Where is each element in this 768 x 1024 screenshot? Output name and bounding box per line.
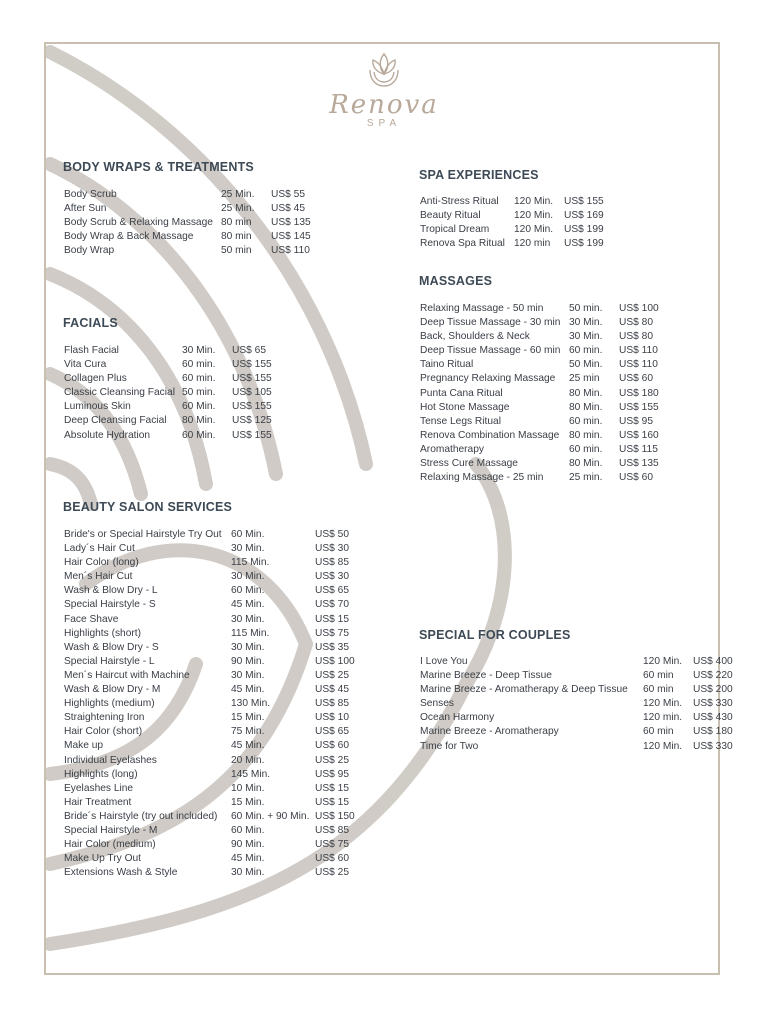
service-price: US$ 110 xyxy=(619,359,658,371)
service-duration: 25 Min. xyxy=(221,203,255,215)
service-name: Body Scrub xyxy=(64,189,117,200)
service-duration: 60 Min. xyxy=(182,429,216,441)
service-duration: 60 Min. xyxy=(231,824,265,836)
service-price: US$ 70 xyxy=(315,599,349,611)
service-price: US$ 45 xyxy=(271,203,305,215)
section-massages xyxy=(419,274,492,288)
service-duration: 115 Min. xyxy=(231,627,270,639)
service-name: Extensions Wash & Style xyxy=(64,867,178,879)
service-price: US$ 25 xyxy=(315,867,349,879)
service-name: Lady´s Hair Cut xyxy=(64,543,135,555)
service-duration: 75 Min. xyxy=(231,726,265,738)
service-price: US$ 155 xyxy=(619,401,659,413)
section-title: SPECIAL FOR COUPLES xyxy=(419,628,571,642)
service-price: US$ 65 xyxy=(315,726,349,738)
service-name: Body Wrap & Back Massage xyxy=(64,231,194,243)
service-price: US$ 30 xyxy=(315,543,349,555)
service-name: Eyelashes Line xyxy=(64,782,134,794)
service-price: US$ 155 xyxy=(232,401,272,413)
service-price: US$ 95 xyxy=(619,415,653,427)
service-duration: 80 min xyxy=(221,217,252,229)
brand-name: Renova xyxy=(329,90,439,120)
service-name: Ocean Harmony xyxy=(420,712,495,724)
service-price: US$ 100 xyxy=(315,655,355,667)
service-name: Tense Legs Ritual xyxy=(420,415,501,427)
service-price: US$ 110 xyxy=(271,245,310,257)
service-duration: 60 Min. xyxy=(182,401,216,413)
service-price: US$ 145 xyxy=(271,231,311,243)
service-duration: 120 Min. xyxy=(514,210,554,222)
section-couples xyxy=(419,628,571,642)
service-price: US$ 430 xyxy=(693,712,733,724)
service-duration: 30 Min. xyxy=(231,571,265,583)
service-price: US$ 155 xyxy=(232,359,272,371)
service-price: US$ 105 xyxy=(232,387,272,399)
service-duration: 80 Min. xyxy=(569,401,603,413)
section-title: SPA EXPERIENCES xyxy=(419,168,539,182)
service-name: Aromatherapy xyxy=(420,443,484,455)
service-duration: 130 Min. xyxy=(231,698,271,710)
service-duration: 60 min. xyxy=(182,359,216,371)
service-name: Make Up Try Out xyxy=(64,853,141,865)
service-name: Deep Tissue Massage - 30 min xyxy=(420,317,561,329)
service-name: Time for Two xyxy=(420,740,479,752)
service-duration: 120 Min. xyxy=(514,224,554,236)
service-price: US$ 155 xyxy=(564,196,604,207)
service-duration: 120 min. xyxy=(643,712,683,724)
service-name: Flash Facial xyxy=(64,345,119,356)
service-price: US$ 45 xyxy=(315,684,349,696)
service-duration: 120 Min. xyxy=(643,698,683,710)
section-beauty-salon xyxy=(63,500,232,514)
service-duration: 90 Min. xyxy=(231,839,265,851)
service-name: Individual Eyelashes xyxy=(64,754,157,766)
service-duration: 15 Min. xyxy=(231,712,265,724)
service-duration: 30 Min. xyxy=(231,669,265,681)
section-facials xyxy=(63,316,118,330)
service-duration: 60 Min. xyxy=(231,585,265,597)
section-body-wraps xyxy=(63,160,254,174)
section-title: BODY WRAPS & TREATMENTS xyxy=(63,160,254,174)
service-price: US$ 115 xyxy=(619,443,658,455)
service-name: Taino Ritual xyxy=(420,359,474,371)
service-price: US$ 10 xyxy=(315,712,349,724)
service-name: Classic Cleansing Facial xyxy=(64,387,175,399)
service-duration: 50 min. xyxy=(182,387,216,399)
service-name: Renova Spa Ritual xyxy=(420,238,505,250)
service-name: Hair Color (long) xyxy=(64,557,139,569)
service-name: Bride´s Hairstyle (try out included) xyxy=(64,810,218,822)
service-duration: 30 Min. xyxy=(231,641,265,653)
service-price: US$ 25 xyxy=(315,754,349,766)
lotus-hands-icon xyxy=(364,48,404,92)
service-duration: 90 Min. xyxy=(231,655,265,667)
service-price: US$ 85 xyxy=(315,698,349,710)
service-duration: 60 min. xyxy=(569,415,603,427)
service-name: Highlights (short) xyxy=(64,627,141,639)
service-name: Marine Breeze - Aromatherapy xyxy=(420,726,559,738)
service-duration: 60 min xyxy=(643,670,674,682)
service-price: US$ 15 xyxy=(315,782,349,794)
service-name: Wash & Blow Dry - L xyxy=(64,585,158,597)
service-price: US$ 150 xyxy=(315,810,355,822)
service-name: Highlights (medium) xyxy=(64,698,155,710)
brand-sub: SPA xyxy=(366,118,402,129)
service-price: US$ 30 xyxy=(315,571,349,583)
service-price: US$ 160 xyxy=(619,429,659,441)
service-price: US$ 65 xyxy=(232,345,266,356)
service-name: Marine Breeze - Deep Tissue xyxy=(420,670,552,682)
service-duration: 80 min xyxy=(221,231,252,243)
service-name: Senses xyxy=(420,698,454,710)
service-price: US$ 35 xyxy=(315,641,349,653)
service-name: Body Wrap xyxy=(64,245,115,257)
service-name: Stress Cure Massage xyxy=(420,458,518,470)
service-price: US$ 80 xyxy=(619,331,653,343)
service-name: Men´s Haircut with Machine xyxy=(64,669,190,681)
service-duration: 80 Min. xyxy=(182,415,216,427)
service-duration: 60 min xyxy=(643,726,674,738)
service-name: Special Hairstyle - M xyxy=(64,824,158,836)
service-name: Hair Color (medium) xyxy=(64,839,156,851)
service-price: US$ 135 xyxy=(619,458,659,470)
service-duration: 60 min. xyxy=(182,373,216,385)
service-name: Collagen Plus xyxy=(64,373,127,385)
service-price: US$ 110 xyxy=(619,345,658,357)
service-price: US$ 15 xyxy=(315,613,349,625)
service-price: US$ 55 xyxy=(271,189,305,200)
service-price: US$ 100 xyxy=(619,303,659,314)
service-duration: 120 min xyxy=(514,238,551,250)
service-duration: 45 Min. xyxy=(231,684,265,696)
service-duration: 60 Min. xyxy=(231,529,265,540)
service-name: Deep Tissue Massage - 60 min xyxy=(420,345,561,357)
service-duration: 20 Min. xyxy=(231,754,265,766)
service-price: US$ 75 xyxy=(315,839,349,851)
service-duration: 15 Min. xyxy=(231,796,265,808)
service-name: Vita Cura xyxy=(64,359,107,371)
service-name: Anti-Stress Ritual xyxy=(420,196,499,207)
service-price: US$ 180 xyxy=(619,387,659,399)
service-name: Relaxing Massage - 25 min xyxy=(420,472,544,484)
service-name: Tropical Dream xyxy=(420,224,490,236)
service-name: Bride's or Special Hairstyle Try Out xyxy=(64,529,222,540)
service-price: US$ 85 xyxy=(315,824,349,836)
service-name: Wash & Blow Dry - S xyxy=(64,641,159,653)
service-price: US$ 60 xyxy=(619,373,653,385)
service-price: US$ 220 xyxy=(693,670,733,682)
service-duration: 25 min xyxy=(569,373,600,385)
service-name: Face Shave xyxy=(64,613,119,625)
service-duration: 60 min. xyxy=(569,345,603,357)
service-price: US$ 60 xyxy=(315,853,349,865)
service-duration: 30 Min. xyxy=(231,867,265,879)
service-price: US$ 95 xyxy=(315,768,349,780)
service-price: US$ 60 xyxy=(619,472,653,484)
service-price: US$ 199 xyxy=(564,238,604,250)
section-title: FACIALS xyxy=(63,316,118,330)
section-title: MASSAGES xyxy=(419,274,493,288)
service-duration: 60 Min. + 90 Min. xyxy=(231,810,310,822)
service-duration: 30 Min. xyxy=(231,613,265,625)
service-duration: 25 Min. xyxy=(221,189,255,200)
service-price: US$ 155 xyxy=(232,373,272,385)
service-name: Hair Treatment xyxy=(64,796,132,808)
service-price: US$ 400 xyxy=(693,656,733,667)
service-name: Back, Shoulders & Neck xyxy=(420,331,530,343)
service-duration: 30 Min. xyxy=(569,317,603,329)
service-price: US$ 75 xyxy=(315,627,349,639)
service-duration: 60 min xyxy=(643,684,674,696)
service-name: Absolute Hydration xyxy=(64,429,151,441)
service-duration: 80 Min. xyxy=(569,458,603,470)
service-duration: 50 min. xyxy=(569,303,603,314)
service-duration: 60 min. xyxy=(569,443,603,455)
service-duration: 30 Min. xyxy=(182,345,216,356)
service-price: US$ 330 xyxy=(693,698,733,710)
service-name: Luminous Skin xyxy=(64,401,131,413)
service-price: US$ 60 xyxy=(315,740,349,752)
service-duration: 45 Min. xyxy=(231,740,265,752)
service-name: I Love You xyxy=(420,656,468,667)
service-name: Straightening Iron xyxy=(64,712,145,724)
service-name: Hot Stone Massage xyxy=(420,401,510,413)
service-duration: 145 Min. xyxy=(231,768,271,780)
service-price: US$ 135 xyxy=(271,217,311,229)
service-name: Deep Cleansing Facial xyxy=(64,415,167,427)
service-price: US$ 25 xyxy=(315,669,349,681)
brand-logo xyxy=(310,46,458,130)
section-title: BEAUTY SALON SERVICES xyxy=(63,500,233,514)
service-name: Marine Breeze - Aromatherapy & Deep Tissue xyxy=(420,684,628,696)
service-price: US$ 200 xyxy=(693,684,733,696)
service-price: US$ 155 xyxy=(232,429,272,441)
service-name: Highlights (long) xyxy=(64,768,138,780)
service-duration: 115 Min. xyxy=(231,557,270,569)
service-duration: 25 min. xyxy=(569,472,603,484)
service-name: Wash & Blow Dry - M xyxy=(64,684,161,696)
service-price: US$ 85 xyxy=(315,557,349,569)
service-name: Renova Combination Massage xyxy=(420,429,560,441)
service-name: Men´s Hair Cut xyxy=(64,571,133,583)
service-name: Body Scrub & Relaxing Massage xyxy=(64,217,213,229)
service-duration: 45 Min. xyxy=(231,853,265,865)
service-duration: 30 Min. xyxy=(569,331,603,343)
service-duration: 30 Min. xyxy=(231,543,265,555)
service-price: US$ 180 xyxy=(693,726,733,738)
service-name: Hair Color (short) xyxy=(64,726,143,738)
service-duration: 50 min xyxy=(221,245,252,257)
service-price: US$ 330 xyxy=(693,740,733,752)
service-duration: 50 Min. xyxy=(569,359,603,371)
service-name: Beauty Ritual xyxy=(420,210,481,222)
service-price: US$ 50 xyxy=(315,529,349,540)
service-price: US$ 125 xyxy=(232,415,272,427)
service-duration: 120 Min. xyxy=(643,656,683,667)
service-price: US$ 65 xyxy=(315,585,349,597)
service-name: After Sun xyxy=(64,203,107,215)
service-price: US$ 199 xyxy=(564,224,604,236)
service-price: US$ 169 xyxy=(564,210,604,222)
service-duration: 80 min. xyxy=(569,429,603,441)
service-name: Pregnancy Relaxing Massage xyxy=(420,373,556,385)
service-duration: 45 Min. xyxy=(231,599,265,611)
service-duration: 120 Min. xyxy=(643,740,683,752)
service-duration: 10 Min. xyxy=(231,782,265,794)
service-duration: 80 Min. xyxy=(569,387,603,399)
service-name: Punta Cana Ritual xyxy=(420,387,503,399)
service-name: Make up xyxy=(64,740,104,752)
service-duration: 120 Min. xyxy=(514,196,554,207)
service-name: Special Hairstyle - S xyxy=(64,599,156,611)
service-name: Relaxing Massage - 50 min xyxy=(420,303,544,314)
section-spa-experiences xyxy=(419,168,539,182)
service-price: US$ 80 xyxy=(619,317,653,329)
service-name: Special Hairstyle - L xyxy=(64,655,155,667)
service-price: US$ 15 xyxy=(315,796,349,808)
